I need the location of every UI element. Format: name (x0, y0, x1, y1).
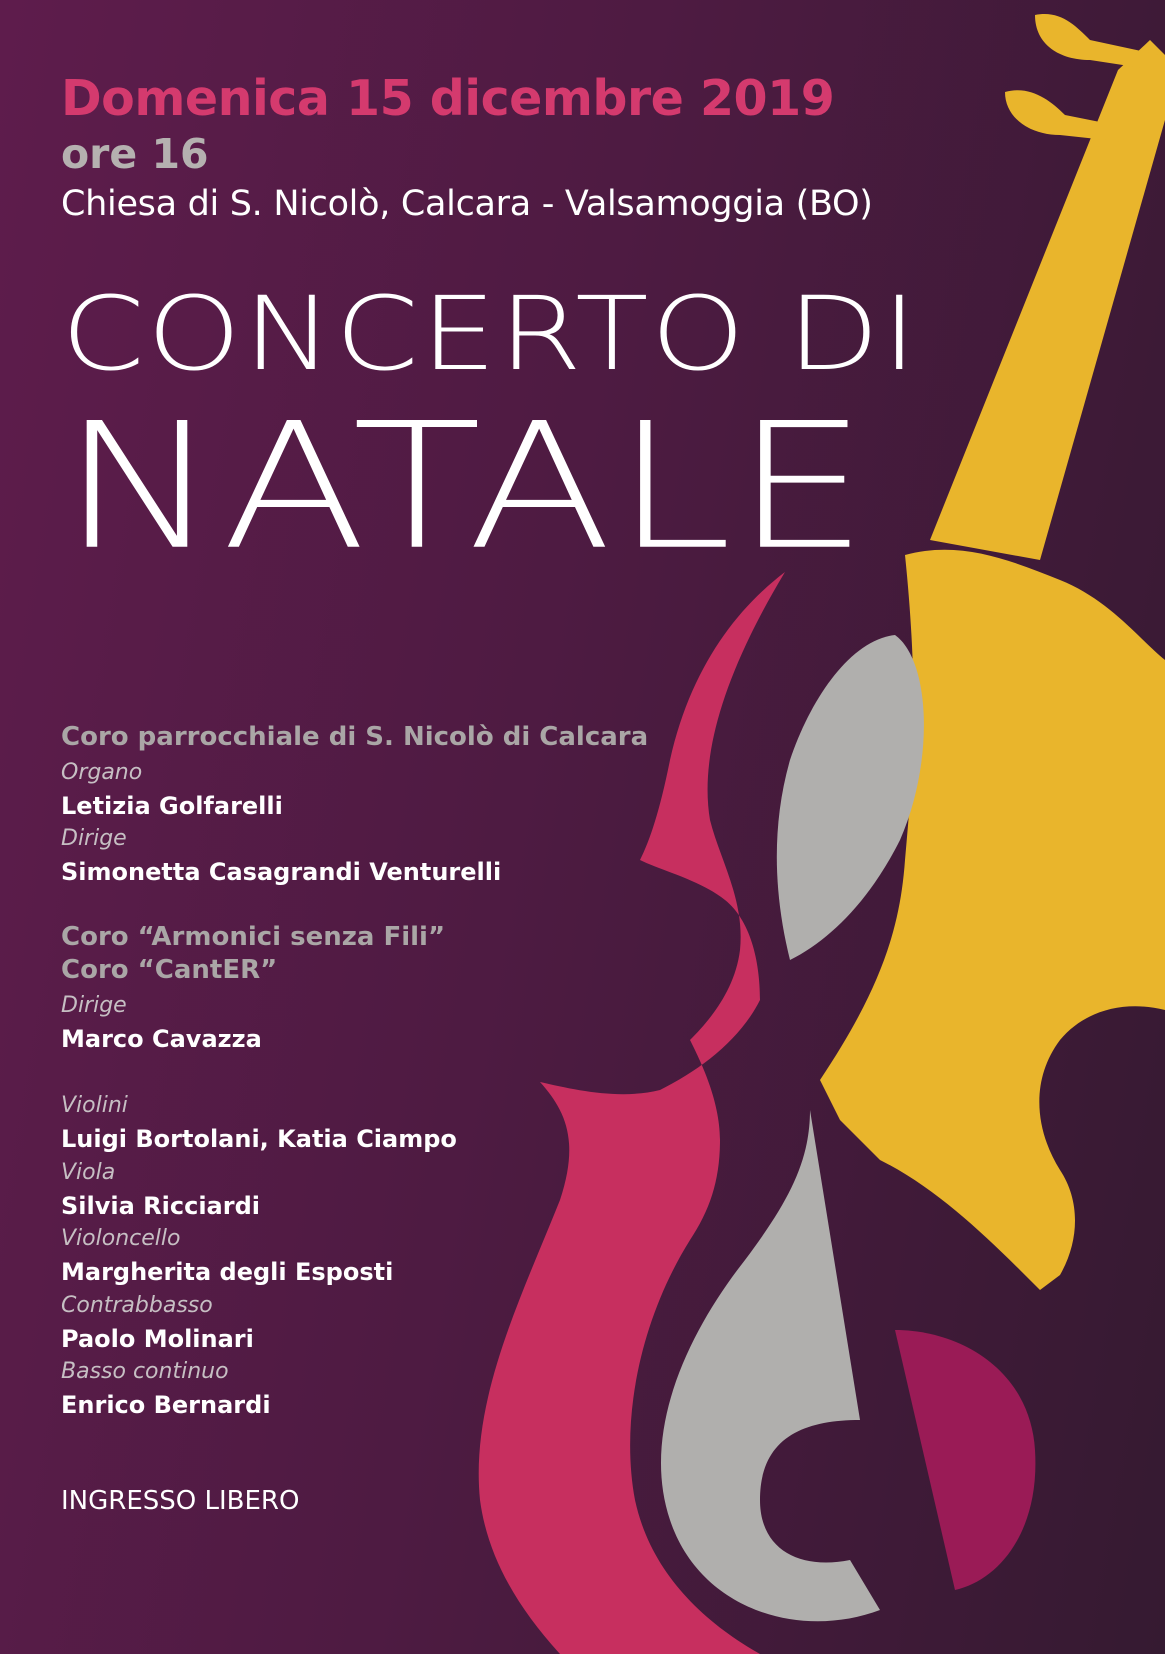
choir-heading: Coro parrocchiale di S. Nicolò di Calcara (61, 722, 649, 752)
performer-role: Dirige (61, 993, 127, 1018)
performer-name: Simonetta Casagrandi Venturelli (61, 858, 502, 886)
clef-bulb-magenta (895, 1330, 1035, 1590)
performer-name: Enrico Bernardi (61, 1391, 271, 1419)
choir-heading: Coro “Armonici senza Fili” (61, 922, 446, 952)
performer-name: Paolo Molinari (61, 1325, 254, 1353)
event-venue: Chiesa di S. Nicolò, Calcara - Valsamoggia (BO) (61, 184, 873, 224)
performer-name: Marco Cavazza (61, 1025, 262, 1053)
performer-role: Violoncello (61, 1226, 181, 1251)
performer-role: Basso continuo (61, 1359, 229, 1384)
title-line-2: NATALE (61, 385, 871, 588)
choir-heading: Coro “CantER” (61, 955, 278, 985)
performer-role: Dirige (61, 826, 127, 851)
performer-name: Letizia Golfarelli (61, 792, 283, 820)
violin-peg-upper (1035, 14, 1160, 70)
performer-role: Violini (61, 1093, 128, 1118)
performer-role: Organo (61, 760, 143, 785)
performer-role: Contrabbasso (61, 1293, 213, 1318)
performer-name: Margherita degli Esposti (61, 1258, 394, 1286)
performer-role: Viola (61, 1160, 116, 1185)
event-date: Domenica 15 dicembre 2019 (61, 70, 835, 127)
performer-name: Luigi Bortolani, Katia Ciampo (61, 1125, 457, 1153)
free-entry-notice: INGRESSO LIBERO (61, 1486, 300, 1516)
event-time: ore 16 (61, 130, 209, 178)
performer-name: Silvia Ricciardi (61, 1192, 260, 1220)
title-line-1: CONCERTO DI (61, 275, 919, 394)
